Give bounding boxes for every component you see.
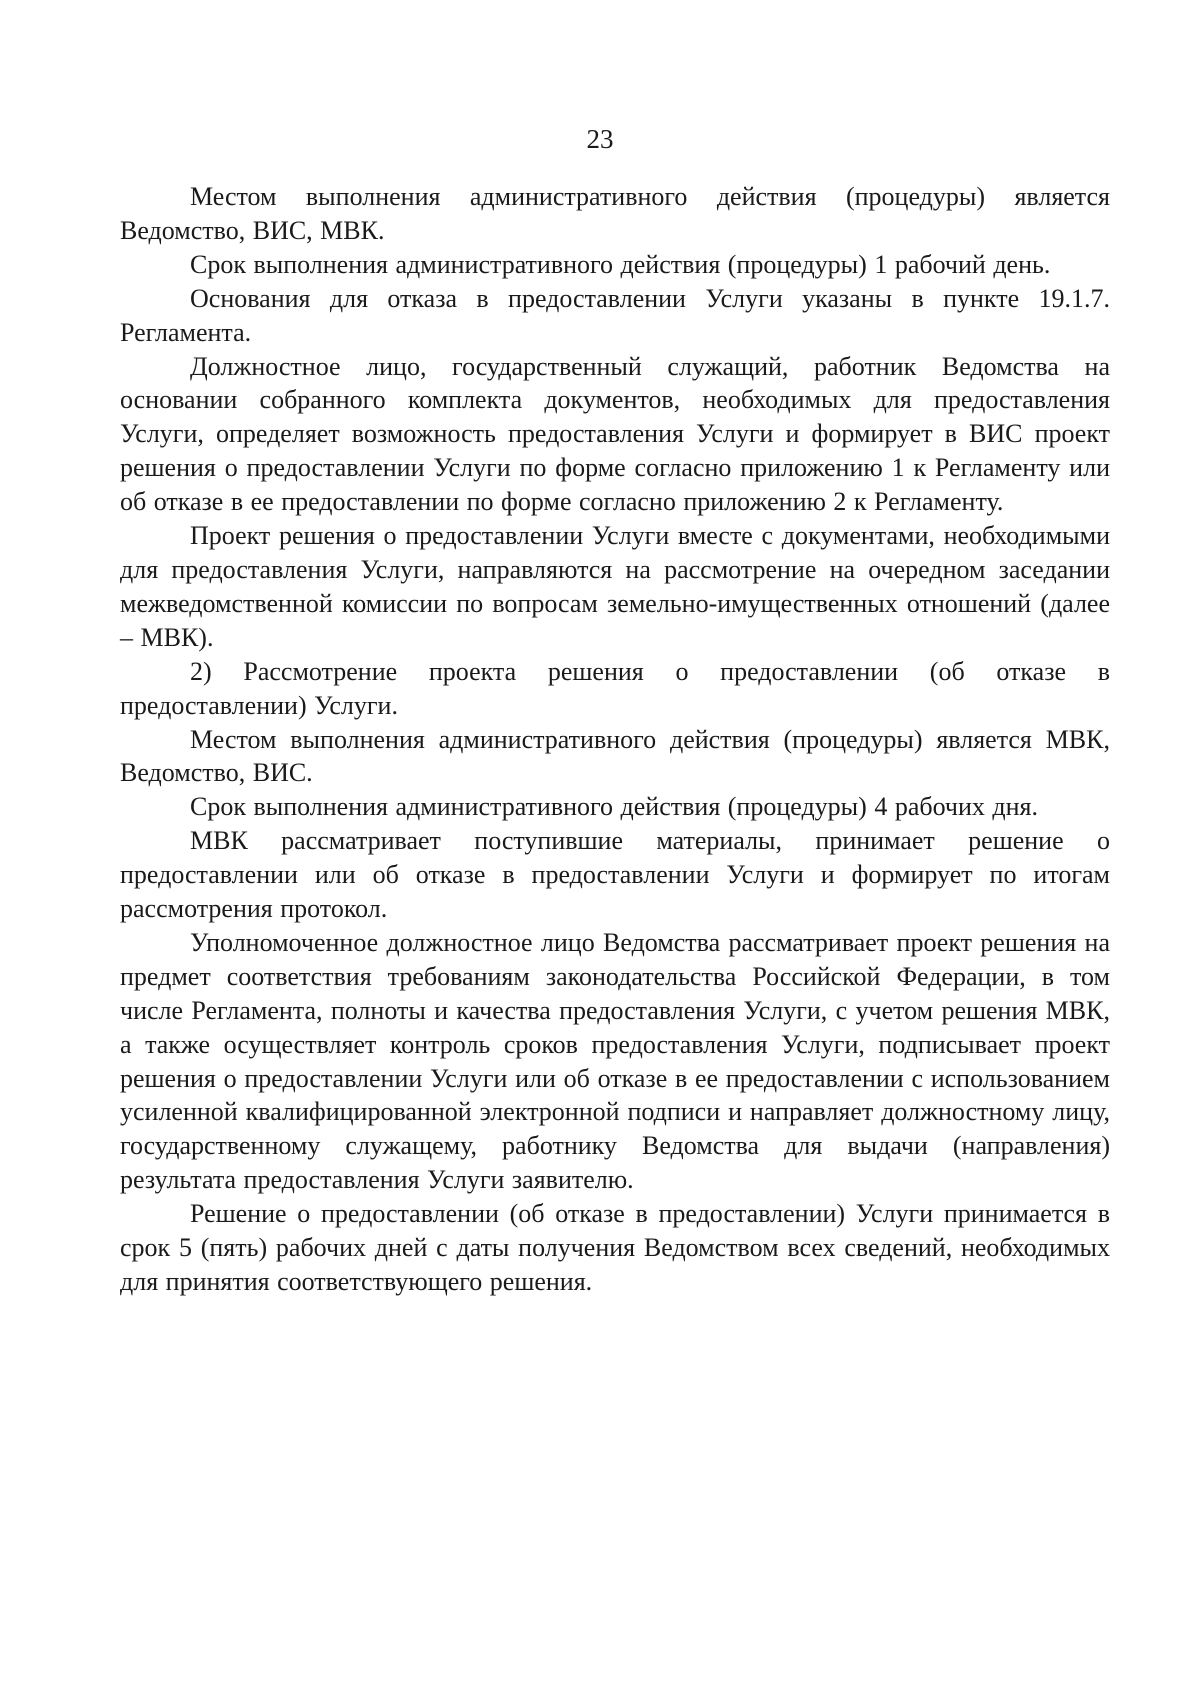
- paragraph-refusal-grounds: Основания для отказа в предоставлении Услуги указаны в пункте 19.1.7. Регламента.: [120, 283, 1110, 347]
- paragraph-decision-deadline: Решение о предоставлении (об отказе в предоставлении) Услуги принимается в срок 5 (пять) рабочих дней с даты получения Ведомством всех сведений, необходимых для принятия соответствующего решения.: [120, 1199, 1110, 1296]
- paragraph-place-of-execution-2: Местом выполнения административного действия (процедуры) является МВК, Ведомство, ВИС.: [120, 724, 1110, 788]
- paragraph-term-1: Срок выполнения административного действия (процедуры) 1 рабочий день.: [190, 249, 1051, 279]
- page-number: 23: [586, 124, 614, 154]
- paragraph-draft-to-commission: Проект решения о предоставлении Услуги вместе с документами, необходимыми для предоставления Услуги, направляются на рассмотрение на очередном заседании межведомственной комиссии по вопросам земельно-имущественных отношений (далее – МВК).: [120, 521, 1110, 652]
- paragraph-term-2: Срок выполнения административного действия (процедуры) 4 рабочих дня.: [190, 792, 1039, 822]
- document-body: [120, 180, 1110, 1299]
- paragraph-step-2-review: 2) Рассмотрение проекта решения о предоставлении (об отказе в предоставлении) Услуги.: [120, 656, 1110, 720]
- paragraph-place-of-execution-1: Местом выполнения административного действия (процедуры) является Ведомство, ВИС, МВК.: [120, 182, 1110, 245]
- paragraph-commission-review: МВК рассматривает поступившие материалы, принимает решение о предоставлении или об отказе в предоставлении Услуги и формирует по итогам рассмотрения протокол.: [120, 826, 1110, 924]
- paragraph-authorized-official: Уполномоченное должностное лицо Ведомства рассматривает проект решения на предмет соответствия требованиям законодательства Российской Федерации, в том числе Регламента, полноты и качества предоставления Услуги, с учетом решения МВК, а также осуществляет контроль сроков предоставления Услуги, подписывает проект решения о предоставлении Услуги или об отказе в ее предоставлении с использованием усиленной квалифицированной электронной подписи и направляет должностному лицу, государственному служащему, работнику Ведомства для выдачи (направления) результата предоставления Услуги заявителю.: [120, 927, 1110, 1195]
- paragraph-official-decision-draft: Должностное лицо, государственный служащий, работник Ведомства на основании собранного комплекта документов, необходимых для предоставления Услуги, определяет возможность предоставления Услуги и формирует в ВИС проект решения о предоставлении Услуги по форме согласно приложению 1 к Регламенту или об отказе в ее предоставлении по форме согласно приложению 2 к Регламенту.: [120, 351, 1110, 517]
